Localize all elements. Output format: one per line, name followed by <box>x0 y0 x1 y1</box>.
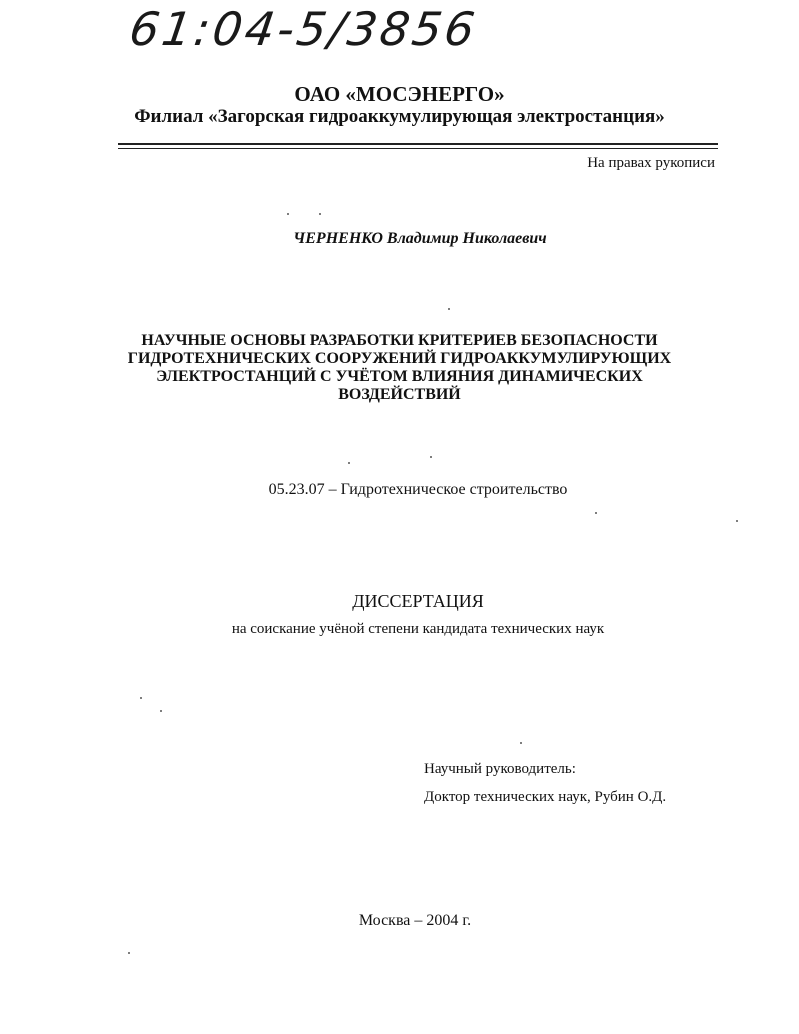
scan-speck <box>520 742 522 744</box>
scan-speck <box>128 952 130 954</box>
scan-speck <box>319 213 321 215</box>
specialty-code: 05.23.07 – Гидротехническое строительство <box>268 481 568 498</box>
author-name: ЧЕРНЕНКО Владимир Николаевич <box>293 230 547 247</box>
supervisor-label: Научный руководитель: <box>424 761 576 777</box>
scan-speck <box>140 697 142 699</box>
title-line: НАУЧНЫЕ ОСНОВЫ РАЗРАБОТКИ КРИТЕРИЕВ БЕЗОПАСНОСТИ <box>141 332 658 349</box>
scan-speck <box>736 520 738 522</box>
title-line: ВОЗДЕЙСТВИЙ <box>338 386 461 403</box>
header-divider <box>118 143 718 149</box>
scan-speck <box>160 710 162 712</box>
place-year: Москва – 2004 г. <box>358 912 472 929</box>
organization-branch: Филиал «Загорская гидроаккумулирующая электростанция» <box>134 106 665 127</box>
handwritten-archive-number: 61:04-5/3856 <box>126 2 481 56</box>
supervisor-name: Доктор технических наук, Рубин О.Д. <box>424 789 667 805</box>
document-type: ДИССЕРТАЦИЯ <box>352 591 484 611</box>
dissertation-title <box>0 332 799 404</box>
organization-name: ОАО «МОСЭНЕРГО» <box>294 82 505 106</box>
rights-note: На правах рукописи <box>587 155 715 171</box>
scan-speck <box>287 213 289 215</box>
scan-speck <box>595 512 597 514</box>
scan-speck <box>348 462 350 464</box>
scan-speck <box>448 308 450 310</box>
degree-purpose: на соискание учёной степени кандидата технических наук <box>231 621 605 637</box>
title-line: ЭЛЕКТРОСТАНЦИЙ С УЧЁТОМ ВЛИЯНИЯ ДИНАМИЧЕСКИХ <box>156 368 643 385</box>
title-line: ГИДРОТЕХНИЧЕСКИХ СООРУЖЕНИЙ ГИДРОАККУМУЛИРУЮЩИХ <box>127 350 672 367</box>
scan-speck <box>430 456 432 458</box>
